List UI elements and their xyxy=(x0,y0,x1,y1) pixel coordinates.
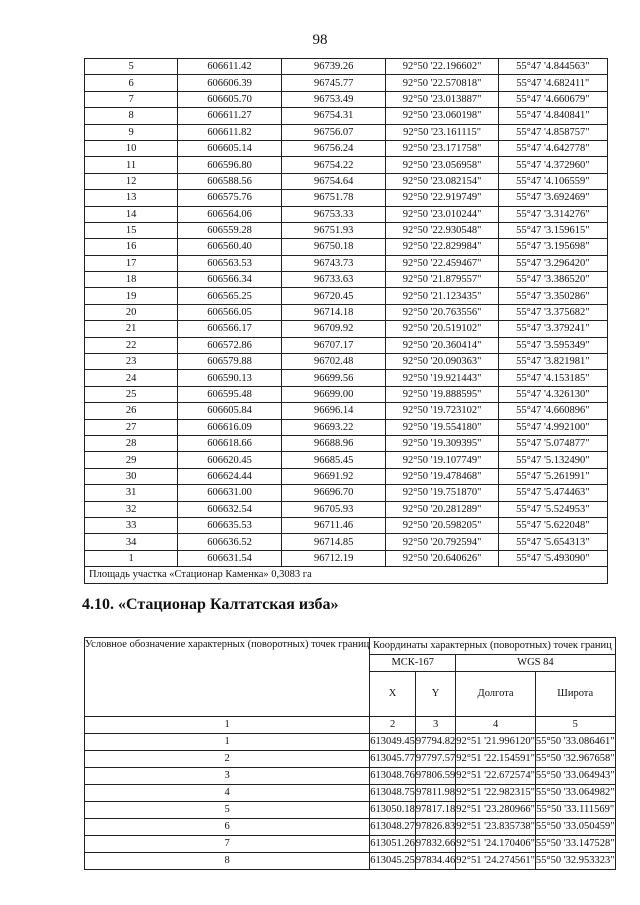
header-msk: МСК-167 xyxy=(370,655,456,672)
longitude: 92°50 '19.478468" xyxy=(386,468,498,484)
coordinates-table-kamenka xyxy=(84,58,608,584)
point-number: 8 xyxy=(85,853,370,870)
latitude: 55°47 '4.153185" xyxy=(498,370,607,386)
table-row xyxy=(85,802,616,819)
longitude: 92°50 '23.171758" xyxy=(386,140,498,156)
y-coordinate: 96745.77 xyxy=(281,75,386,91)
y-coordinate: 96753.49 xyxy=(281,91,386,107)
point-number: 23 xyxy=(85,354,178,370)
x-coordinate: 606566.05 xyxy=(178,304,282,320)
y-coordinate: 97834.46 xyxy=(415,853,455,870)
y-coordinate: 97826.83 xyxy=(415,819,455,836)
y-coordinate: 96753.33 xyxy=(281,206,386,222)
table-row xyxy=(85,501,608,517)
table-row xyxy=(85,59,608,75)
point-number: 4 xyxy=(85,785,370,802)
latitude: 55°50 '33.064982" xyxy=(535,785,615,802)
table-row xyxy=(85,435,608,451)
x-coordinate: 606606.39 xyxy=(178,75,282,91)
longitude: 92°50 '22.919749" xyxy=(386,190,498,206)
y-coordinate: 96685.45 xyxy=(281,452,386,468)
point-number: 20 xyxy=(85,304,178,320)
x-coordinate: 606564.06 xyxy=(178,206,282,222)
column-number: 1 xyxy=(85,717,370,734)
point-number: 15 xyxy=(85,222,178,238)
y-coordinate: 97794.82 xyxy=(415,734,455,751)
table-row xyxy=(85,304,608,320)
x-coordinate: 613048.27 xyxy=(370,819,416,836)
table-row xyxy=(85,255,608,271)
y-coordinate: 96754.64 xyxy=(281,173,386,189)
y-coordinate: 97811.98 xyxy=(415,785,455,802)
point-number: 7 xyxy=(85,91,178,107)
column-number: 2 xyxy=(370,717,416,734)
latitude: 55°47 '3.296420" xyxy=(498,255,607,271)
longitude: 92°50 '20.281289" xyxy=(386,501,498,517)
latitude: 55°47 '3.386520" xyxy=(498,272,607,288)
header-latitude: Широта xyxy=(535,672,615,717)
y-coordinate: 96691.92 xyxy=(281,468,386,484)
latitude: 55°47 '3.314276" xyxy=(498,206,607,222)
table-row xyxy=(85,734,616,751)
table-row xyxy=(85,419,608,435)
y-coordinate: 96712.19 xyxy=(281,550,386,566)
latitude: 55°47 '5.261991" xyxy=(498,468,607,484)
table-row xyxy=(85,239,608,255)
latitude: 55°47 '4.844563" xyxy=(498,59,607,75)
point-number: 9 xyxy=(85,124,178,140)
table-row xyxy=(85,370,608,386)
latitude: 55°47 '3.159615" xyxy=(498,222,607,238)
x-coordinate: 606636.52 xyxy=(178,534,282,550)
x-coordinate: 606611.27 xyxy=(178,108,282,124)
x-coordinate: 606575.76 xyxy=(178,190,282,206)
latitude: 55°47 '5.474463" xyxy=(498,485,607,501)
y-coordinate: 96696.14 xyxy=(281,403,386,419)
x-coordinate: 606620.45 xyxy=(178,452,282,468)
latitude: 55°50 '32.953323" xyxy=(535,853,615,870)
longitude: 92°50 '23.056958" xyxy=(386,157,498,173)
latitude: 55°47 '3.821981" xyxy=(498,354,607,370)
longitude: 92°50 '19.723102" xyxy=(386,403,498,419)
point-number: 27 xyxy=(85,419,178,435)
table-row xyxy=(85,140,608,156)
x-coordinate: 613045.25 xyxy=(370,853,416,870)
point-number: 5 xyxy=(85,802,370,819)
longitude: 92°50 '19.751870" xyxy=(386,485,498,501)
y-coordinate: 96711.46 xyxy=(281,517,386,533)
point-number: 1 xyxy=(85,550,178,566)
header-x: X xyxy=(370,672,416,717)
latitude: 55°47 '4.660679" xyxy=(498,91,607,107)
x-coordinate: 606616.09 xyxy=(178,419,282,435)
table-row xyxy=(85,354,608,370)
x-coordinate: 606563.53 xyxy=(178,255,282,271)
point-number: 31 xyxy=(85,485,178,501)
latitude: 55°47 '5.654313" xyxy=(498,534,607,550)
longitude: 92°51 '22.672574" xyxy=(456,768,536,785)
table-row xyxy=(85,124,608,140)
header-longitude: Долгота xyxy=(456,672,536,717)
header-y: Y xyxy=(415,672,455,717)
latitude: 55°50 '33.147528" xyxy=(535,836,615,853)
y-coordinate: 96696.70 xyxy=(281,485,386,501)
point-number: 3 xyxy=(85,768,370,785)
point-number: 29 xyxy=(85,452,178,468)
x-coordinate: 606611.42 xyxy=(178,59,282,75)
coordinates-table-kaltatskaya xyxy=(84,637,616,870)
y-coordinate: 96702.48 xyxy=(281,354,386,370)
latitude: 55°50 '33.086461" xyxy=(535,734,615,751)
y-coordinate: 97797.57 xyxy=(415,751,455,768)
longitude: 92°50 '19.554180" xyxy=(386,419,498,435)
section-title: 4.10. «Стационар Калтатская изба» xyxy=(82,596,339,613)
table-row xyxy=(85,768,616,785)
longitude: 92°50 '20.598205" xyxy=(386,517,498,533)
column-number-row xyxy=(85,717,616,734)
point-number: 11 xyxy=(85,157,178,173)
point-number: 5 xyxy=(85,59,178,75)
y-coordinate: 96699.00 xyxy=(281,386,386,402)
column-number: 5 xyxy=(535,717,615,734)
table-row xyxy=(85,108,608,124)
y-coordinate: 96751.78 xyxy=(281,190,386,206)
latitude: 55°47 '5.524953" xyxy=(498,501,607,517)
y-coordinate: 97832.66 xyxy=(415,836,455,853)
point-number: 28 xyxy=(85,435,178,451)
latitude: 55°47 '4.106559" xyxy=(498,173,607,189)
table-row xyxy=(85,321,608,337)
y-coordinate: 96714.85 xyxy=(281,534,386,550)
latitude: 55°50 '33.050459" xyxy=(535,819,615,836)
point-number: 2 xyxy=(85,751,370,768)
x-coordinate: 613050.18 xyxy=(370,802,416,819)
table-row xyxy=(85,190,608,206)
x-coordinate: 606605.14 xyxy=(178,140,282,156)
longitude: 92°50 '22.196602" xyxy=(386,59,498,75)
table-row xyxy=(85,534,608,550)
longitude: 92°50 '20.792594" xyxy=(386,534,498,550)
y-coordinate: 96754.22 xyxy=(281,157,386,173)
table-row xyxy=(85,75,608,91)
point-number: 16 xyxy=(85,239,178,255)
longitude: 92°51 '23.280966" xyxy=(456,802,536,819)
longitude: 92°50 '23.082154" xyxy=(386,173,498,189)
table-row xyxy=(85,386,608,402)
point-number: 22 xyxy=(85,337,178,353)
column-number: 4 xyxy=(456,717,536,734)
x-coordinate: 606579.88 xyxy=(178,354,282,370)
x-coordinate: 606565.25 xyxy=(178,288,282,304)
x-coordinate: 613049.45 xyxy=(370,734,416,751)
longitude: 92°50 '19.107749" xyxy=(386,452,498,468)
longitude: 92°50 '20.519102" xyxy=(386,321,498,337)
point-number: 1 xyxy=(85,734,370,751)
table-row xyxy=(85,517,608,533)
table-row xyxy=(85,853,616,870)
x-coordinate: 606560.40 xyxy=(178,239,282,255)
longitude: 92°51 '23.835738" xyxy=(456,819,536,836)
x-coordinate: 613048.76 xyxy=(370,768,416,785)
longitude: 92°50 '22.930548" xyxy=(386,222,498,238)
y-coordinate: 96707.17 xyxy=(281,337,386,353)
x-coordinate: 613048.75 xyxy=(370,785,416,802)
point-number: 30 xyxy=(85,468,178,484)
y-coordinate: 96751.93 xyxy=(281,222,386,238)
point-number: 19 xyxy=(85,288,178,304)
column-number: 3 xyxy=(415,717,455,734)
y-coordinate: 96750.18 xyxy=(281,239,386,255)
point-number: 25 xyxy=(85,386,178,402)
latitude: 55°50 '32.967658" xyxy=(535,751,615,768)
longitude: 92°50 '19.921443" xyxy=(386,370,498,386)
longitude: 92°50 '23.013887" xyxy=(386,91,498,107)
point-number: 14 xyxy=(85,206,178,222)
y-coordinate: 96714.18 xyxy=(281,304,386,320)
longitude: 92°51 '22.982315" xyxy=(456,785,536,802)
header-coordinates-group: Координаты характерных (поворотных) точек границ xyxy=(370,638,615,655)
latitude: 55°47 '4.660896" xyxy=(498,403,607,419)
longitude: 92°50 '23.161115" xyxy=(386,124,498,140)
point-number: 18 xyxy=(85,272,178,288)
x-coordinate: 606605.84 xyxy=(178,403,282,419)
point-number: 8 xyxy=(85,108,178,124)
table-row xyxy=(85,173,608,189)
latitude: 55°47 '4.326130" xyxy=(498,386,607,402)
x-coordinate: 606588.56 xyxy=(178,173,282,189)
table-row xyxy=(85,819,616,836)
y-coordinate: 96720.45 xyxy=(281,288,386,304)
table-row xyxy=(85,91,608,107)
table-row xyxy=(85,751,616,768)
point-number: 6 xyxy=(85,819,370,836)
x-coordinate: 606631.54 xyxy=(178,550,282,566)
longitude: 92°50 '19.309395" xyxy=(386,435,498,451)
y-coordinate: 97817.18 xyxy=(415,802,455,819)
y-coordinate: 96709.92 xyxy=(281,321,386,337)
x-coordinate: 606635.53 xyxy=(178,517,282,533)
point-number: 34 xyxy=(85,534,178,550)
x-coordinate: 606605.70 xyxy=(178,91,282,107)
header-point-label: Условное обозначение характерных (поворотных) точек границ xyxy=(85,638,370,717)
x-coordinate: 613045.77 xyxy=(370,751,416,768)
table-row xyxy=(85,157,608,173)
latitude: 55°47 '5.074877" xyxy=(498,435,607,451)
longitude: 92°51 '24.170406" xyxy=(456,836,536,853)
table-row xyxy=(85,403,608,419)
x-coordinate: 606595.48 xyxy=(178,386,282,402)
x-coordinate: 606618.66 xyxy=(178,435,282,451)
longitude: 92°50 '21.123435" xyxy=(386,288,498,304)
latitude: 55°47 '3.692469" xyxy=(498,190,607,206)
y-coordinate: 96739.26 xyxy=(281,59,386,75)
latitude: 55°47 '4.642778" xyxy=(498,140,607,156)
point-number: 26 xyxy=(85,403,178,419)
longitude: 92°51 '22.154591" xyxy=(456,751,536,768)
page-number: 98 xyxy=(312,32,328,48)
latitude: 55°47 '4.372960" xyxy=(498,157,607,173)
x-coordinate: 606631.00 xyxy=(178,485,282,501)
y-coordinate: 96688.96 xyxy=(281,435,386,451)
latitude: 55°50 '33.111569" xyxy=(535,802,615,819)
y-coordinate: 96693.22 xyxy=(281,419,386,435)
y-coordinate: 96754.31 xyxy=(281,108,386,124)
x-coordinate: 613051.26 xyxy=(370,836,416,853)
table-row xyxy=(85,836,616,853)
latitude: 55°47 '5.493090" xyxy=(498,550,607,566)
point-number: 7 xyxy=(85,836,370,853)
table-row xyxy=(85,550,608,566)
point-number: 13 xyxy=(85,190,178,206)
latitude: 55°47 '4.858757" xyxy=(498,124,607,140)
x-coordinate: 606566.34 xyxy=(178,272,282,288)
longitude: 92°50 '19.888595" xyxy=(386,386,498,402)
table-row xyxy=(85,785,616,802)
longitude: 92°50 '20.090363" xyxy=(386,354,498,370)
point-number: 12 xyxy=(85,173,178,189)
y-coordinate: 97806.59 xyxy=(415,768,455,785)
x-coordinate: 606572.86 xyxy=(178,337,282,353)
longitude: 92°50 '20.763556" xyxy=(386,304,498,320)
y-coordinate: 96733.63 xyxy=(281,272,386,288)
table-row xyxy=(85,337,608,353)
x-coordinate: 606632.54 xyxy=(178,501,282,517)
latitude: 55°47 '3.375682" xyxy=(498,304,607,320)
longitude: 92°51 '21.996120" xyxy=(456,734,536,751)
table-row xyxy=(85,206,608,222)
table-row xyxy=(85,485,608,501)
x-coordinate: 606596.80 xyxy=(178,157,282,173)
longitude: 92°50 '23.060198" xyxy=(386,108,498,124)
longitude: 92°50 '22.570818" xyxy=(386,75,498,91)
y-coordinate: 96699.56 xyxy=(281,370,386,386)
table-row xyxy=(85,452,608,468)
latitude: 55°47 '3.379241" xyxy=(498,321,607,337)
latitude: 55°47 '5.622048" xyxy=(498,517,607,533)
y-coordinate: 96756.24 xyxy=(281,140,386,156)
latitude: 55°47 '3.595349" xyxy=(498,337,607,353)
x-coordinate: 606566.17 xyxy=(178,321,282,337)
point-number: 24 xyxy=(85,370,178,386)
table-row xyxy=(85,288,608,304)
x-coordinate: 606624.44 xyxy=(178,468,282,484)
point-number: 32 xyxy=(85,501,178,517)
x-coordinate: 606611.82 xyxy=(178,124,282,140)
longitude: 92°50 '20.640626" xyxy=(386,550,498,566)
longitude: 92°50 '20.360414" xyxy=(386,337,498,353)
latitude: 55°47 '5.132490" xyxy=(498,452,607,468)
point-number: 33 xyxy=(85,517,178,533)
longitude: 92°50 '23.010244" xyxy=(386,206,498,222)
header-wgs: WGS 84 xyxy=(456,655,615,672)
latitude: 55°47 '3.195698" xyxy=(498,239,607,255)
point-number: 10 xyxy=(85,140,178,156)
latitude: 55°47 '3.350286" xyxy=(498,288,607,304)
latitude: 55°50 '33.064943" xyxy=(535,768,615,785)
point-number: 6 xyxy=(85,75,178,91)
y-coordinate: 96705.93 xyxy=(281,501,386,517)
latitude: 55°47 '4.992100" xyxy=(498,419,607,435)
table-row xyxy=(85,222,608,238)
y-coordinate: 96743.73 xyxy=(281,255,386,271)
point-number: 17 xyxy=(85,255,178,271)
latitude: 55°47 '4.682411" xyxy=(498,75,607,91)
latitude: 55°47 '4.840841" xyxy=(498,108,607,124)
y-coordinate: 96756.07 xyxy=(281,124,386,140)
longitude: 92°50 '22.829984" xyxy=(386,239,498,255)
longitude: 92°51 '24.274561" xyxy=(456,853,536,870)
area-note: Площадь участка «Стационар Каменка» 0,3083 га xyxy=(85,567,608,583)
table-row xyxy=(85,272,608,288)
table-row xyxy=(85,468,608,484)
x-coordinate: 606559.28 xyxy=(178,222,282,238)
x-coordinate: 606590.13 xyxy=(178,370,282,386)
longitude: 92°50 '21.879557" xyxy=(386,272,498,288)
longitude: 92°50 '22.459467" xyxy=(386,255,498,271)
point-number: 21 xyxy=(85,321,178,337)
